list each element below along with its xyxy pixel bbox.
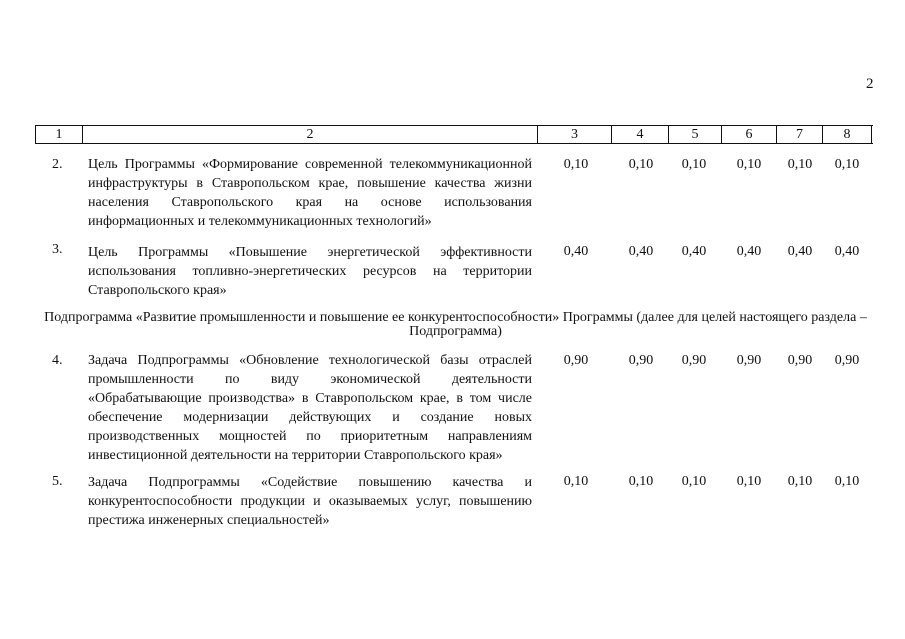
row-number: 4. xyxy=(52,353,63,368)
page-number: 2 xyxy=(866,76,874,92)
row-value-col5: 0,90 xyxy=(681,353,707,368)
header-col-7: 7 xyxy=(796,127,803,142)
row-value-col7: 0,10 xyxy=(787,474,813,489)
row-text: Задача Подпрограммы «Содействие повышению качества и конкурентоспособности продукции и оказываемых услуг, повышению престижа инженерных специальностей» xyxy=(88,475,532,528)
row-value-col5: 0,10 xyxy=(681,474,707,489)
header-col-4: 4 xyxy=(636,127,644,142)
row-value-col8: 0,10 xyxy=(834,157,860,172)
row-value-col4: 0,40 xyxy=(628,244,654,259)
table-header-row xyxy=(35,125,873,144)
row-text: Цель Программы «Повышение энергетической эффективности использования топливно-энергетических ресурсов на территории Ставропольского края» xyxy=(88,245,532,298)
header-divider xyxy=(871,126,872,143)
row-text: Задача Подпрограммы «Обновление технологической базы отраслей промышленности по виду экономической деятельности «Обрабатывающие производства» в Ставропольском крае, в том числе обеспечение модернизации действующих и создание новых производственных мощностей по приоритетным направлениям инвестиционной деятельности на территории Ставропольского края» xyxy=(88,353,532,463)
row-text: Цель Программы «Формирование современной телекоммуникационной инфраструктуры в Ставропольском крае, повышение качества жизни населения Ставропольского края на основе использования информационных и телекоммуникационных технологий» xyxy=(88,157,532,229)
header-col-2: 2 xyxy=(306,127,314,142)
row-number: 5. xyxy=(52,474,63,489)
header-col-1: 1 xyxy=(55,127,63,142)
row-value-col5: 0,10 xyxy=(681,157,707,172)
row-number: 2. xyxy=(52,157,63,172)
header-col-3: 3 xyxy=(571,127,578,142)
row-value-col4: 0,90 xyxy=(628,353,654,368)
row-value-col7: 0,40 xyxy=(787,244,813,259)
header-col-5: 5 xyxy=(691,127,699,142)
header-col-8: 8 xyxy=(843,127,851,142)
row-value-col7: 0,90 xyxy=(787,353,813,368)
header-col-6: 6 xyxy=(745,127,753,142)
row-value-col6: 0,10 xyxy=(736,474,762,489)
row-value-col6: 0,90 xyxy=(736,353,762,368)
row-value-col6: 0,10 xyxy=(736,157,762,172)
row-value-col4: 0,10 xyxy=(628,157,654,172)
row-value-col3: 0,10 xyxy=(563,157,589,172)
row-value-col5: 0,40 xyxy=(681,244,707,259)
row-number: 3. xyxy=(52,242,63,257)
row-value-col7: 0,10 xyxy=(787,157,813,172)
row-value-col6: 0,40 xyxy=(736,244,762,259)
row-value-col3: 0,40 xyxy=(563,244,589,259)
subprogram-heading: Подпрограмма «Развитие промышленности и повышение ее конкурентоспособности» Программы (далее для целей настоящего раздела – Подпрограмма) xyxy=(44,310,867,339)
row-value-col8: 0,40 xyxy=(834,244,860,259)
row-value-col3: 0,10 xyxy=(563,474,589,489)
row-value-col4: 0,10 xyxy=(628,474,654,489)
row-value-col8: 0,90 xyxy=(834,353,860,368)
row-value-col3: 0,90 xyxy=(563,353,589,368)
row-value-col8: 0,10 xyxy=(834,474,860,489)
